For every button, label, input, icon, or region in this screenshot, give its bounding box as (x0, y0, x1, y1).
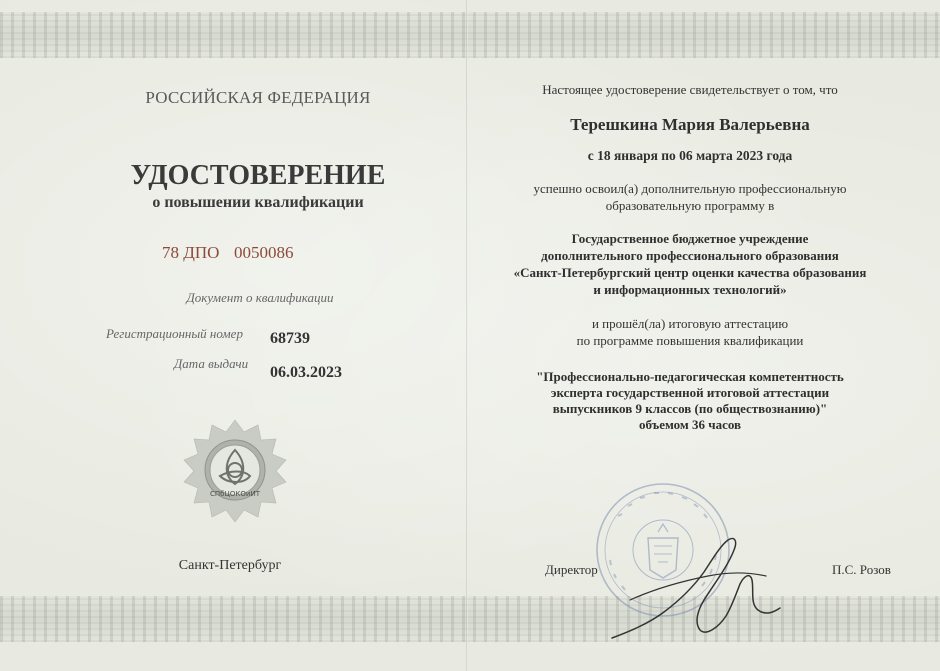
serial-number: 0050086 (234, 243, 294, 262)
director-label: Директор (545, 562, 598, 577)
passed-line-1: и прошёл(ла) итоговую аттестацию (591, 316, 789, 331)
country-name: РОССИЙСКАЯ ФЕДЕРАЦИЯ (145, 88, 371, 107)
issue-date-label: Дата выдачи (174, 356, 249, 371)
org-line-2: дополнительного профессионального образования (541, 248, 839, 263)
director-name: П.С. Розов (832, 562, 891, 577)
mastered-line-1: успешно освоил(а) дополнительную профессиональную (533, 181, 847, 196)
holder-name: Терешкина Мария Валерьевна (570, 115, 810, 134)
org-line-4: и информационных технологий» (593, 282, 787, 297)
program-line-4: объемом 36 часов (638, 417, 742, 432)
training-period: с 18 января по 06 марта 2023 года (587, 148, 793, 163)
org-line-1: Государственное бюджетное учреждение (571, 231, 809, 246)
org-line-3: «Санкт-Петербургский центр оценки качества образования (513, 265, 867, 280)
program-title (490, 369, 890, 433)
decorative-band-bottom (0, 596, 940, 642)
program-line-3: выпускников 9 классов (по обществознанию)" (552, 401, 828, 416)
program-line-2: эксперта государственной итоговой аттестации (550, 385, 830, 400)
issue-city: Санкт-Петербург (178, 558, 282, 573)
attestation-text (490, 315, 890, 349)
serial-prefix: 78 ДПО (162, 243, 220, 262)
page-fold (466, 0, 468, 671)
document-type: Документ о квалификации (186, 290, 334, 305)
document-subtitle: о повышении квалификации (152, 194, 364, 211)
director-signature (608, 528, 784, 644)
certification-intro: Настоящее удостоверение свидетельствует о том, что (542, 82, 838, 97)
registration-number-value: 68739 (270, 330, 310, 347)
organization-name (480, 230, 900, 298)
program-line-1: "Профессионально-педагогическая компетентность (536, 369, 844, 384)
organization-emblem (170, 418, 300, 530)
document-title: УДОСТОВЕРЕНИЕ (130, 160, 386, 191)
decorative-band-top (0, 12, 940, 58)
registration-number-label: Регистрационный номер (106, 326, 243, 341)
program-mastered-text (490, 180, 890, 214)
mastered-line-2: образовательную программу в (605, 198, 775, 213)
emblem-text: СПбЦОКОиИТ (210, 490, 260, 498)
passed-line-2: по программе повышения квалификации (576, 333, 804, 348)
issue-date-value: 06.03.2023 (270, 364, 342, 381)
